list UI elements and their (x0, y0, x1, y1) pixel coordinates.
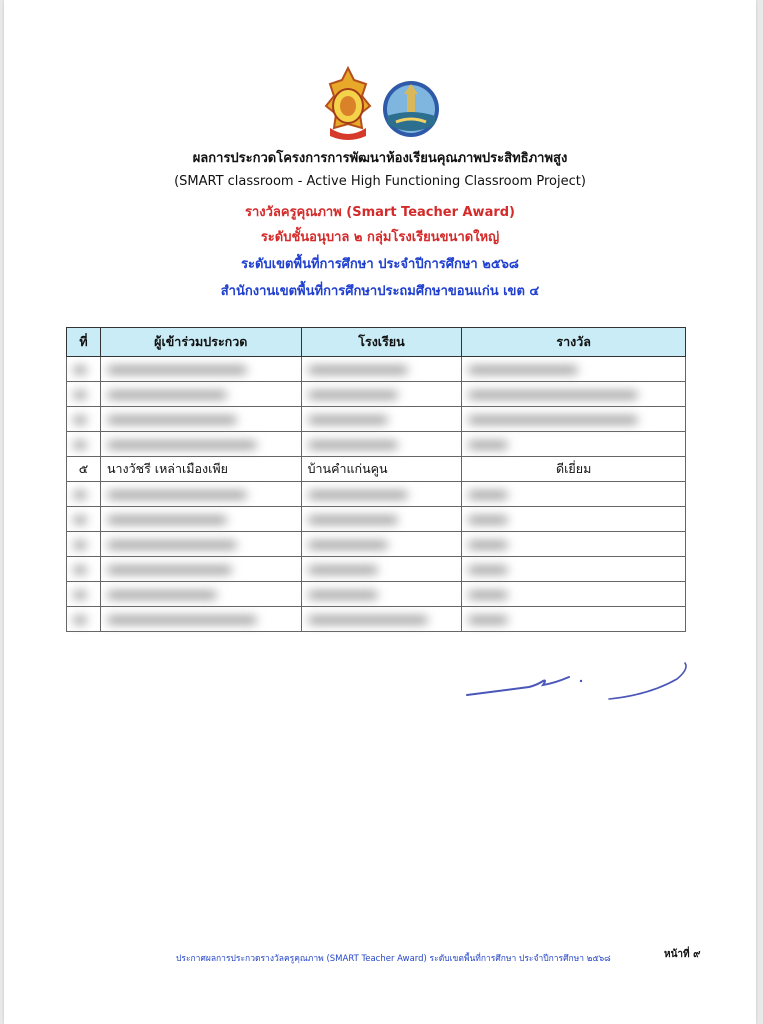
redacted-cell (462, 507, 686, 532)
redacted-cell (462, 382, 686, 407)
redacted-cell (67, 432, 101, 457)
redacted-cell (301, 357, 462, 382)
redacted-cell (100, 407, 301, 432)
table-row-redacted (67, 432, 686, 457)
obec-emblem-icon (320, 66, 376, 140)
table-row-redacted (67, 407, 686, 432)
redacted-cell (301, 532, 462, 557)
table-row-redacted (67, 607, 686, 632)
redacted-cell (462, 582, 686, 607)
table-row-redacted (67, 532, 686, 557)
table-row-redacted (67, 557, 686, 582)
redacted-cell (462, 557, 686, 582)
table-row-redacted (67, 482, 686, 507)
redacted-cell (100, 507, 301, 532)
redacted-cell (67, 382, 101, 407)
participant-name: นางวัชรี เหล่าเมืองเพีย (100, 457, 301, 482)
redacted-cell (301, 507, 462, 532)
school-name: บ้านคำแก่นคูน (301, 457, 462, 482)
redacted-cell (67, 507, 101, 532)
column-header-participant: ผู้เข้าร่วมประกวด (100, 328, 301, 357)
redacted-cell (100, 607, 301, 632)
table-row-redacted (67, 382, 686, 407)
redacted-cell (67, 532, 101, 557)
redacted-cell (301, 582, 462, 607)
area-year-title: ระดับเขตพื้นที่การศึกษา ประจำปีการศึกษา ๒๕๖๘ (241, 257, 519, 272)
redacted-cell (100, 557, 301, 582)
table-row-redacted (67, 357, 686, 382)
office-title: สำนักงานเขตพื้นที่การศึกษาประถมศึกษาขอนแก่น เขต ๔ (220, 284, 540, 299)
redacted-cell (462, 357, 686, 382)
title-line-2: (SMART classroom - Active High Functioning Classroom Project) (174, 174, 586, 189)
redacted-cell (301, 382, 462, 407)
redacted-cell (462, 432, 686, 457)
row-number: ๕ (67, 457, 101, 482)
table-header-row (67, 328, 686, 357)
redacted-cell (462, 607, 686, 632)
redacted-cell (67, 582, 101, 607)
redacted-cell (462, 482, 686, 507)
table-row (67, 457, 686, 482)
table-row-redacted (67, 582, 686, 607)
column-header-award: รางวัล (462, 328, 686, 357)
table-row-redacted (67, 507, 686, 532)
redacted-cell (100, 532, 301, 557)
document-page (4, 0, 756, 1024)
redacted-cell (301, 432, 462, 457)
redacted-cell (462, 407, 686, 432)
redacted-cell (100, 357, 301, 382)
footer-announcement: ประกาศผลการประกวดรางวัลครูคุณภาพ (SMART Teacher Award) ระดับเขตพื้นที่การศึกษา ประจำปีการศึกษา ๒๕๖๘ (176, 954, 611, 964)
redacted-cell (100, 582, 301, 607)
redacted-cell (100, 482, 301, 507)
redacted-cell (67, 357, 101, 382)
award-value: ดีเยี่ยม (462, 457, 686, 482)
redacted-cell (100, 432, 301, 457)
khon-kaen-area-seal-icon (382, 80, 440, 138)
column-header-school: โรงเรียน (301, 328, 462, 357)
page-number: หน้าที่ ๙ (664, 949, 701, 960)
redacted-cell (301, 482, 462, 507)
redacted-cell (301, 407, 462, 432)
results-table (66, 327, 686, 632)
level-title: ระดับชั้นอนุบาล ๒ กลุ่มโรงเรียนขนาดใหญ่ (260, 230, 500, 245)
column-header-number: ที่ (67, 328, 101, 357)
redacted-cell (67, 407, 101, 432)
redacted-cell (100, 382, 301, 407)
award-title: รางวัลครูคุณภาพ (Smart Teacher Award) (244, 205, 516, 220)
redacted-cell (301, 557, 462, 582)
redacted-cell (301, 607, 462, 632)
redacted-cell (67, 607, 101, 632)
redacted-cell (67, 557, 101, 582)
title-line-1: ผลการประกวดโครงการการพัฒนาห้องเรียนคุณภาพประสิทธิภาพสูง (192, 151, 568, 166)
logo-group (320, 66, 450, 142)
redacted-cell (67, 482, 101, 507)
redacted-cell (462, 532, 686, 557)
signature-icon (459, 655, 699, 705)
